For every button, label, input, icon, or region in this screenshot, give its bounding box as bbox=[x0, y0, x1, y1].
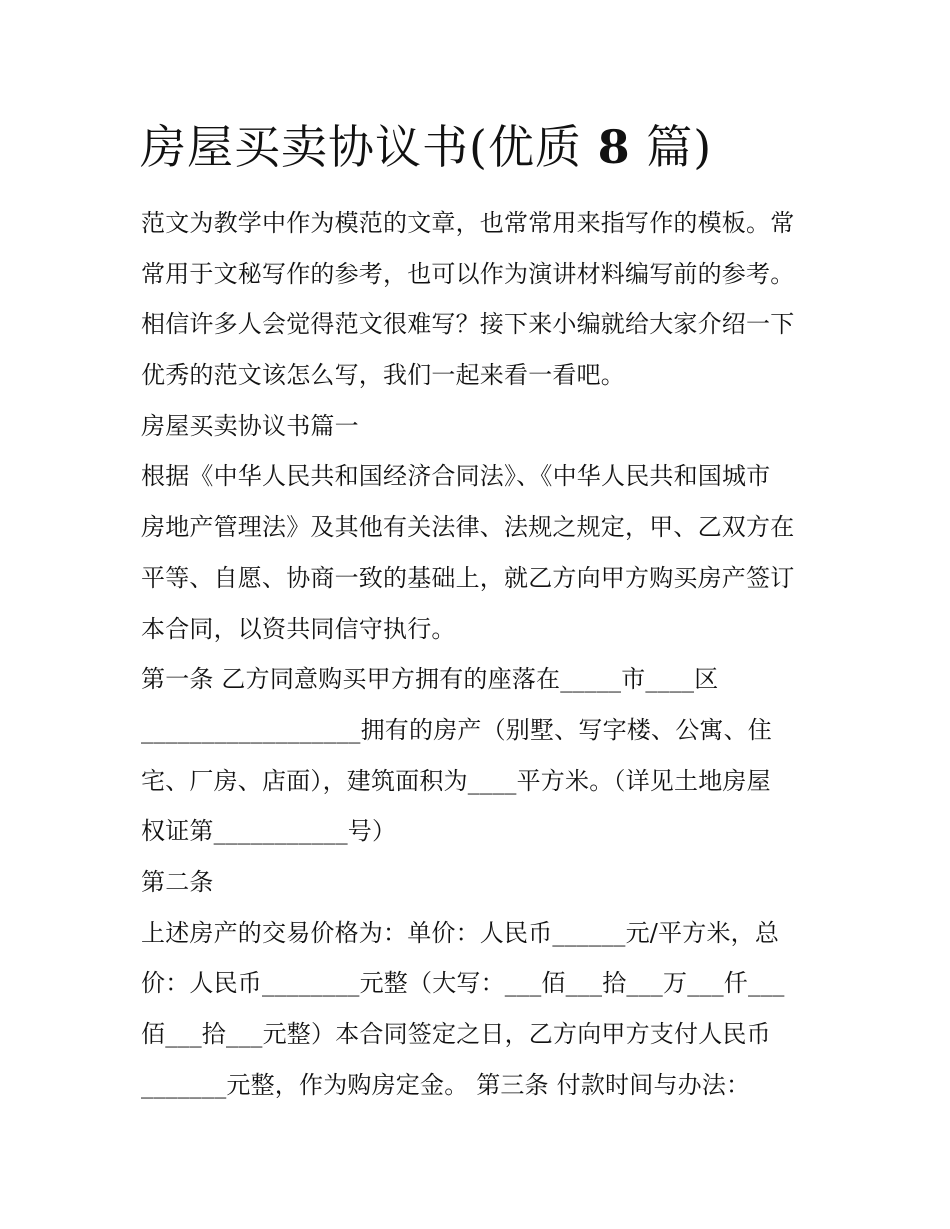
title-text-prefix: 房屋买卖协议书(优质 bbox=[140, 120, 598, 174]
intro-line-1: 范文为教学中作为模范的文章，也常常用来指写作的模板。常 bbox=[141, 209, 795, 237]
preamble-line-4: 本合同，以资共同信守执行。 bbox=[141, 614, 456, 643]
preamble-line-2: 房地产管理法》及其他有关法律、法规之规定，甲、乙双方在 bbox=[141, 513, 795, 542]
intro-line-3: 相信许多人会觉得范文很难写？接下来小编就给大家介绍一下 bbox=[141, 310, 795, 339]
article-2-line-4: _______元整，作为购房定金。 第三条 付款时间与办法： bbox=[141, 1070, 751, 1099]
article-1-line-3: 宅、厂房、店面），建筑面积为____平方米。（详见土地房屋 bbox=[141, 766, 771, 795]
intro-line-4: 优秀的范文该怎么写，我们一起来看一看吧。 bbox=[141, 361, 625, 390]
intro-line-2: 常用于文秘写作的参考，也可以作为演讲材料编写前的参考。 bbox=[141, 259, 795, 288]
article-2-line-1: 上述房产的交易价格为：单价：人民币______元/平方米，总 bbox=[141, 918, 780, 947]
preamble-line-3: 平等、自愿、协商一致的基础上，就乙方向甲方购买房产签订 bbox=[141, 563, 795, 592]
article-1-line-4: 权证第___________号） bbox=[141, 817, 397, 846]
title-number: 8 bbox=[597, 120, 631, 174]
article-2-heading: 第二条 bbox=[141, 867, 214, 896]
article-1-line-2: __________________拥有的房产（别墅、写字楼、公寓、住 bbox=[141, 715, 772, 744]
section-heading: 房屋买卖协议书篇一 bbox=[141, 411, 359, 440]
document-title bbox=[140, 112, 712, 182]
preamble-line-1: 根据《中华人民共和国经济合同法》、《中华人民共和国城市 bbox=[141, 462, 771, 491]
document-body bbox=[141, 198, 821, 1110]
article-2-line-2: 价：人民币________元整（大写：___佰___拾___万___仟___ bbox=[141, 969, 785, 998]
title-text-suffix: 篇) bbox=[630, 120, 713, 174]
article-2-line-3: 佰___拾___元整）本合同签定之日，乙方向甲方支付人民币 bbox=[141, 1020, 771, 1048]
article-1-line-1: 第一条 乙方同意购买甲方拥有的座落在_____市____区 bbox=[141, 665, 719, 694]
